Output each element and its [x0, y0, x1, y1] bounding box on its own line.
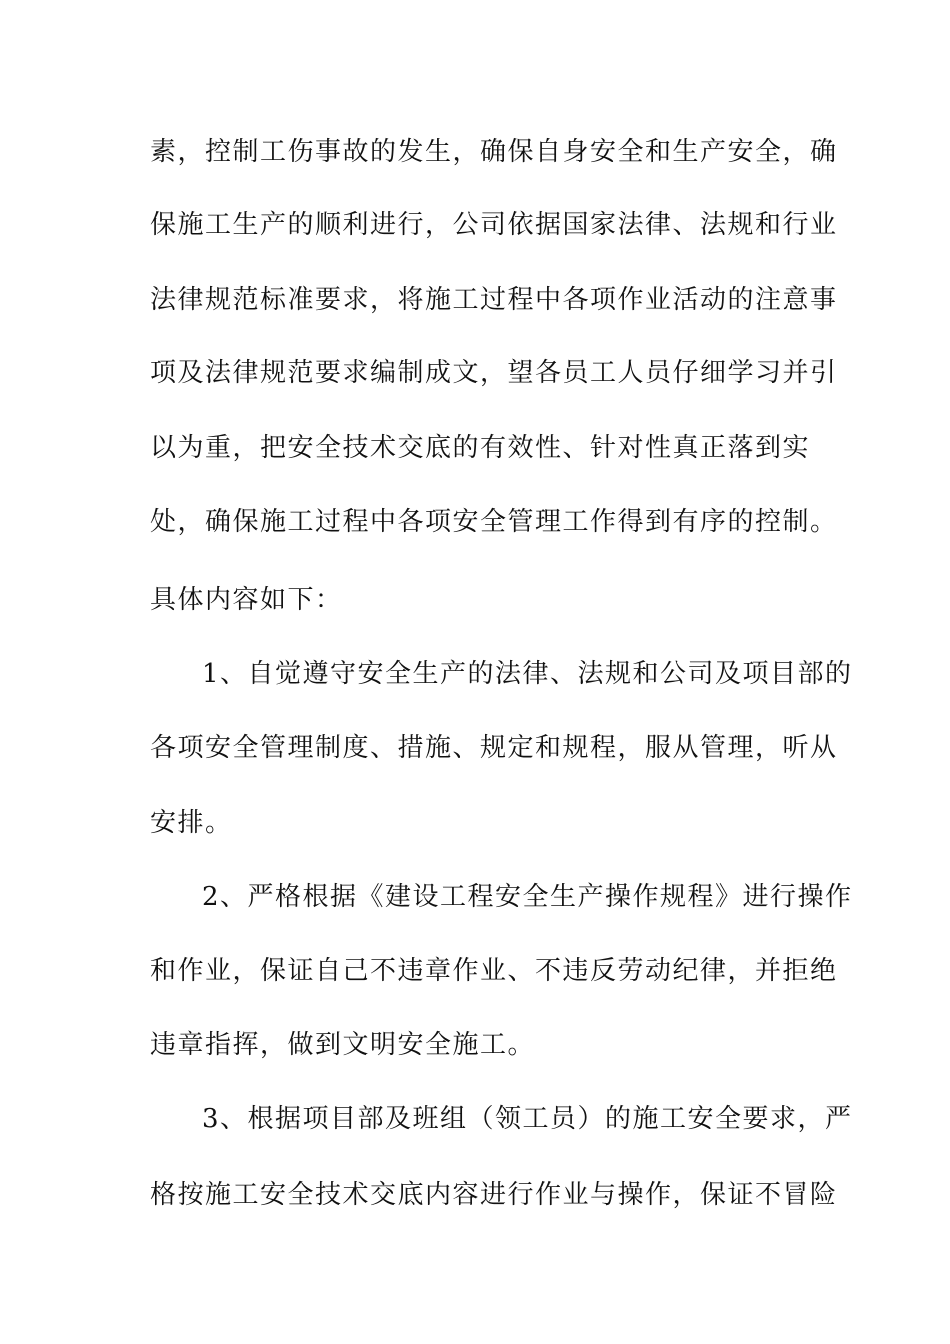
text-line: 违章指挥，做到文明安全施工。: [150, 1030, 536, 1060]
text-line: 素，控制工伤事故的发生，确保自身安全和生产安全，确: [150, 137, 838, 167]
text-line: 和作业，保证自己不违章作业、不违反劳动纪律，并拒绝: [150, 956, 838, 986]
text-line: 法律规范标准要求，将施工过程中各项作业活动的注意事: [150, 285, 838, 315]
text-line: 各项安全管理制度、措施、规定和规程，服从管理，听从: [150, 733, 838, 763]
text-line: 格按施工安全技术交底内容进行作业与操作，保证不冒险: [150, 1180, 838, 1210]
text-line: 处，确保施工过程中各项安全管理工作得到有序的控制。: [150, 507, 838, 537]
list-item-1-line: 1、自觉遵守安全生产的法律、法规和公司及项目部的: [202, 659, 853, 689]
text-line: 保施工生产的顺利进行，公司依据国家法律、法规和行业: [150, 210, 838, 240]
text-line: 项及法律规范要求编制成文，望各员工人员仔细学习并引: [150, 358, 838, 388]
list-item-2-line: 2、严格根据《建设工程安全生产操作规程》进行操作: [202, 882, 853, 912]
text-line: 具体内容如下：: [150, 585, 343, 615]
text-line: 以为重，把安全技术交底的有效性、针对性真正落到实: [150, 433, 811, 463]
list-item-3-line: 3、根据项目部及班组（领工员）的施工安全要求，严: [202, 1104, 853, 1134]
text-line: 安排。: [150, 808, 233, 838]
